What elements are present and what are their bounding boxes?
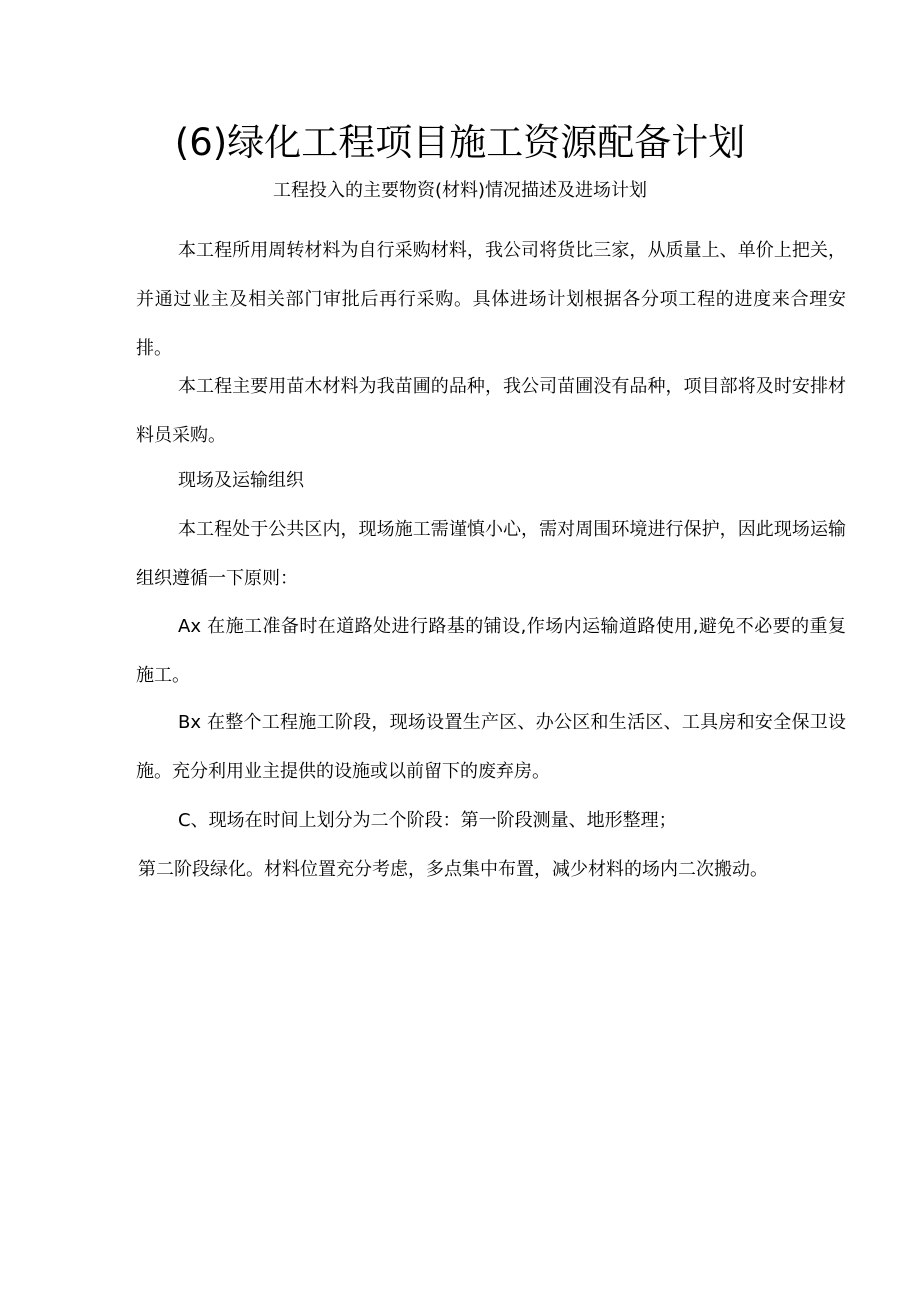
- paragraph-principle-b: Bx 在整个工程施工阶段，现场设置生产区、办公区和生活区、工具房和安全保卫设施。充分利用业主提供的设施或以前留下的废弃房。: [136, 712, 846, 782]
- paragraph-principle-c-line1: C、现场在时间上划分为二个阶段：第一阶段测量、地形整理；: [178, 810, 677, 831]
- document-subtitle: 工程投入的主要物资(材料)情况描述及进场计划: [272, 180, 648, 201]
- paragraph-principle-a: Ax 在施工准备时在道路处进行路基的铺设,作场内运输道路使用,避免不必要的重复施工。: [136, 616, 846, 686]
- section-heading-site-transport: 现场及运输组织: [178, 470, 304, 491]
- paragraph-principle-c-line2: 第二阶段绿化。材料位置充分考虑，多点集中布置，减少材料的场内二次搬动。: [138, 859, 768, 880]
- document-title: (6)绿化工程项目施工资源配备计划: [174, 121, 746, 164]
- paragraph-seedling-materials: 本工程主要用苗木材料为我苗圃的品种，我公司苗圃没有品种，项目部将及时安排材料员采购。: [136, 376, 846, 446]
- paragraph-site-transport-principles: 本工程处于公共区内，现场施工需谨慎小心，需对周围环境进行保护，因此现场运输组织遵循一下原则：: [136, 519, 846, 589]
- paragraph-material-procurement: 本工程所用周转材料为自行采购材料，我公司将货比三家，从质量上、单价上把关，并通过业主及相关部门审批后再行采购。具体进场计划根据各分项工程的进度来合理安排。: [136, 240, 846, 359]
